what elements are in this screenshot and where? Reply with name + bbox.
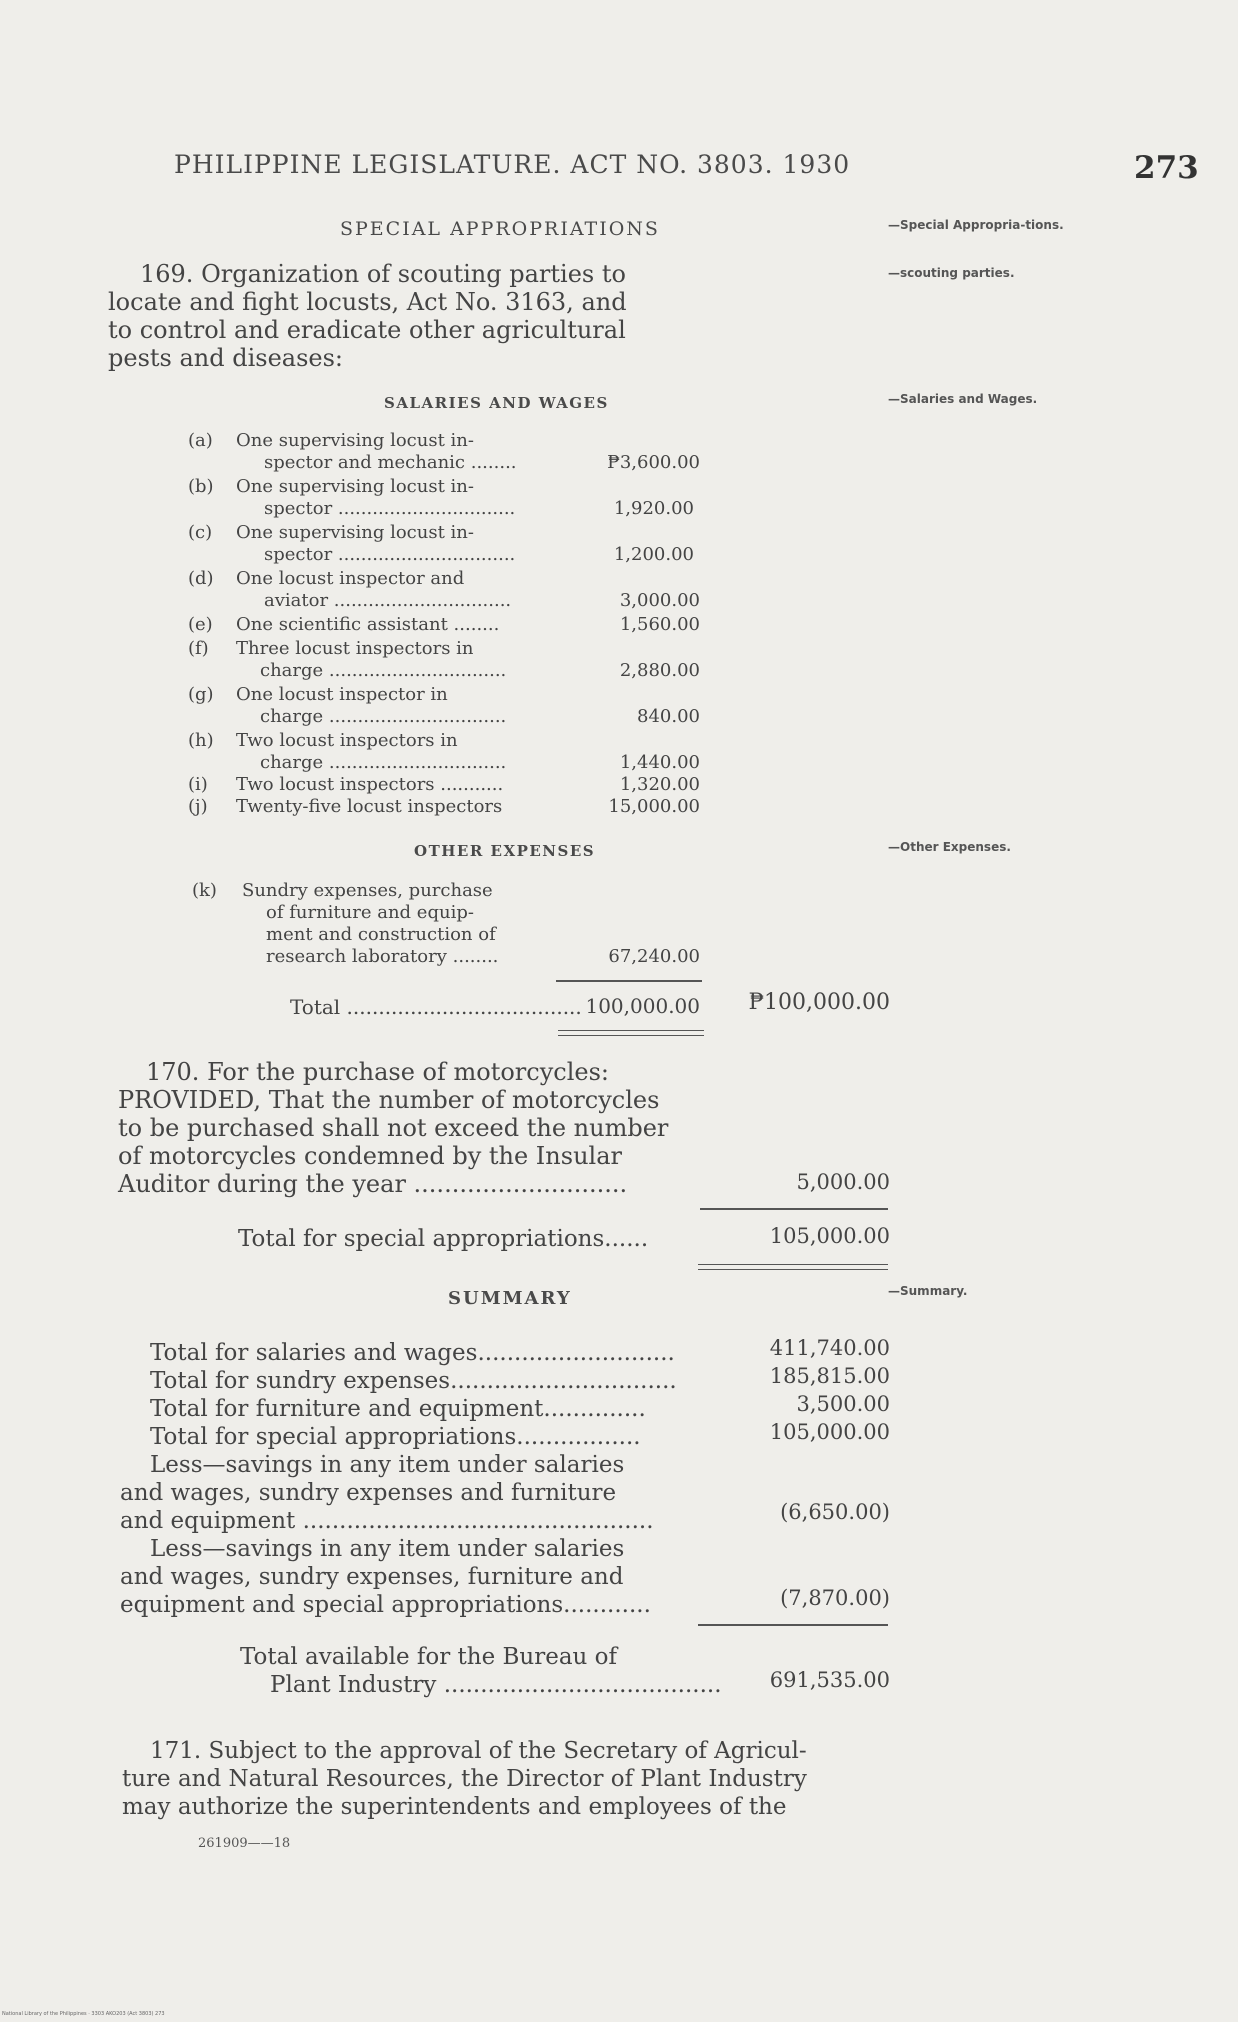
position-amount: 1,920.00 <box>613 498 694 519</box>
summary-less-line: and equipment ................................................ <box>120 1508 654 1534</box>
grand-total-amount: 691,535.00 <box>769 1668 890 1692</box>
margin-note-special: —Special Appropria-tions. <box>888 218 1064 232</box>
rule <box>698 1624 888 1626</box>
position-text: spector ............................... <box>264 498 516 519</box>
grand-total-line: Total available for the Bureau of <box>240 1644 618 1670</box>
margin-note-summary: —Summary. <box>888 1284 968 1298</box>
position-label: (e) <box>188 614 213 635</box>
margin-note-scouting: —scouting parties. <box>888 266 1015 280</box>
position-text: One supervising locust in- <box>236 430 474 451</box>
position-amount: 1,560.00 <box>619 614 700 635</box>
position-amount: 1,200.00 <box>613 544 694 565</box>
grand-total-line: Plant Industry ...................................... <box>270 1672 722 1698</box>
summary-less-amount: (6,650.00) <box>780 1500 890 1524</box>
position-amount: 15,000.00 <box>608 796 700 817</box>
position-label: (b) <box>188 476 214 497</box>
position-text: research laboratory ........ <box>266 946 499 967</box>
salaries-heading: SALARIES AND WAGES <box>384 394 609 412</box>
total-label: Total ..................................... <box>290 995 582 1019</box>
paragraph-line: of motorcycles condemned by the Insular <box>118 1142 622 1170</box>
position-label: (g) <box>188 684 214 705</box>
running-title: PHILIPPINE LEGISLATURE. ACT NO. 3803. 1930 <box>174 150 851 179</box>
position-text: charge ............................... <box>260 706 507 727</box>
position-amount: 1,320.00 <box>619 774 700 795</box>
position-text: Two locust inspectors in <box>236 730 458 751</box>
position-amount: 1,440.00 <box>619 752 700 773</box>
summary-row-amount: 3,500.00 <box>796 1392 890 1416</box>
position-label: (f) <box>188 638 209 659</box>
paragraph-line: to control and eradicate other agricultural <box>108 316 626 344</box>
total-amount: 100,000.00 <box>585 994 700 1018</box>
scan-credit: National Library of the Philippines · 3303 AKO203 (Act 3803) 273 <box>2 2011 165 2017</box>
paragraph-line: pests and diseases: <box>108 344 344 372</box>
position-text: Three locust inspectors in <box>236 638 474 659</box>
summary-less-line: equipment and special appropriations............ <box>120 1592 651 1618</box>
summary-heading: SUMMARY <box>448 1288 572 1309</box>
summary-less-line: Less—savings in any item under salaries <box>150 1452 625 1478</box>
summary-row-amount: 185,815.00 <box>769 1364 890 1388</box>
position-amount: 67,240.00 <box>608 946 700 967</box>
margin-note-other: —Other Expenses. <box>888 840 1011 854</box>
position-text: spector ............................... <box>264 544 516 565</box>
position-text: One locust inspector in <box>236 684 448 705</box>
position-text: One locust inspector and <box>236 568 465 589</box>
summary-row-text: Total for special appropriations................. <box>150 1424 641 1450</box>
paragraph-line: 171. Subject to the approval of the Secretary of Agricul- <box>150 1738 807 1764</box>
paragraph-line: Auditor during the year ............................ <box>118 1170 628 1198</box>
position-amount: 3,000.00 <box>619 590 700 611</box>
double-rule <box>698 1264 888 1265</box>
item-170-amount: 5,000.00 <box>796 1170 890 1194</box>
rule <box>556 980 702 982</box>
position-label: (j) <box>188 796 208 817</box>
paragraph-line: ture and Natural Resources, the Director of Plant Industry <box>122 1766 807 1792</box>
position-text: aviator ............................... <box>264 590 512 611</box>
position-text: spector and mechanic ........ <box>264 452 517 473</box>
position-text: Two locust inspectors ........... <box>236 774 504 795</box>
paragraph-line: 170. For the purchase of motorcycles: <box>146 1058 609 1086</box>
other-expenses-heading: OTHER EXPENSES <box>414 842 596 860</box>
section-title: SPECIAL APPROPRIATIONS <box>340 218 660 240</box>
special-total-label: Total for special appropriations...... <box>238 1226 649 1252</box>
position-text: Sundry expenses, purchase <box>242 880 493 901</box>
footer-code: 261909——18 <box>198 1836 291 1851</box>
paragraph-line: PROVIDED, That the number of motorcycles <box>118 1086 660 1114</box>
total-carried-amount: ₱100,000.00 <box>748 990 890 1015</box>
paragraph-line: to be purchased shall not exceed the number <box>118 1114 669 1142</box>
double-rule <box>558 1030 704 1031</box>
summary-less-amount: (7,870.00) <box>780 1586 890 1610</box>
double-rule <box>698 1269 888 1270</box>
position-text: charge ............................... <box>260 660 507 681</box>
paragraph-line: locate and fight locusts, Act No. 3163, and <box>108 288 627 316</box>
paragraph-line: may authorize the superintendents and employees of the <box>122 1794 787 1820</box>
position-amount: 840.00 <box>637 706 700 727</box>
position-text: Twenty-five locust inspectors <box>236 796 503 817</box>
paragraph-line: 169. Organization of scouting parties to <box>140 260 626 288</box>
special-total-amount: 105,000.00 <box>769 1224 890 1248</box>
position-amount: ₱3,600.00 <box>607 452 700 473</box>
summary-row-amount: 105,000.00 <box>769 1420 890 1444</box>
position-amount: 2,880.00 <box>619 660 700 681</box>
page-number: 273 <box>1134 150 1199 186</box>
double-rule <box>558 1035 704 1036</box>
summary-row-text: Total for salaries and wages........................... <box>150 1340 675 1366</box>
summary-row-text: Total for furniture and equipment.............. <box>150 1396 646 1422</box>
position-text: One scientific assistant ........ <box>236 614 500 635</box>
rule <box>700 1208 888 1210</box>
margin-note-salaries: —Salaries and Wages. <box>888 392 1038 406</box>
position-text: One supervising locust in- <box>236 476 474 497</box>
summary-less-line: Less—savings in any item under salaries <box>150 1536 625 1562</box>
summary-less-line: and wages, sundry expenses, furniture and <box>120 1564 624 1590</box>
position-text: One supervising locust in- <box>236 522 474 543</box>
summary-row-amount: 411,740.00 <box>769 1336 890 1360</box>
position-label: (h) <box>188 730 214 751</box>
position-label: (k) <box>192 880 217 901</box>
position-text: ment and construction of <box>266 924 496 945</box>
position-label: (c) <box>188 522 213 543</box>
summary-row-text: Total for sundry expenses............................... <box>150 1368 677 1394</box>
position-label: (d) <box>188 568 214 589</box>
position-text: charge ............................... <box>260 752 507 773</box>
position-label: (a) <box>188 430 213 451</box>
summary-less-line: and wages, sundry expenses and furniture <box>120 1480 617 1506</box>
position-text: of furniture and equip- <box>266 902 474 923</box>
position-label: (i) <box>188 774 208 795</box>
